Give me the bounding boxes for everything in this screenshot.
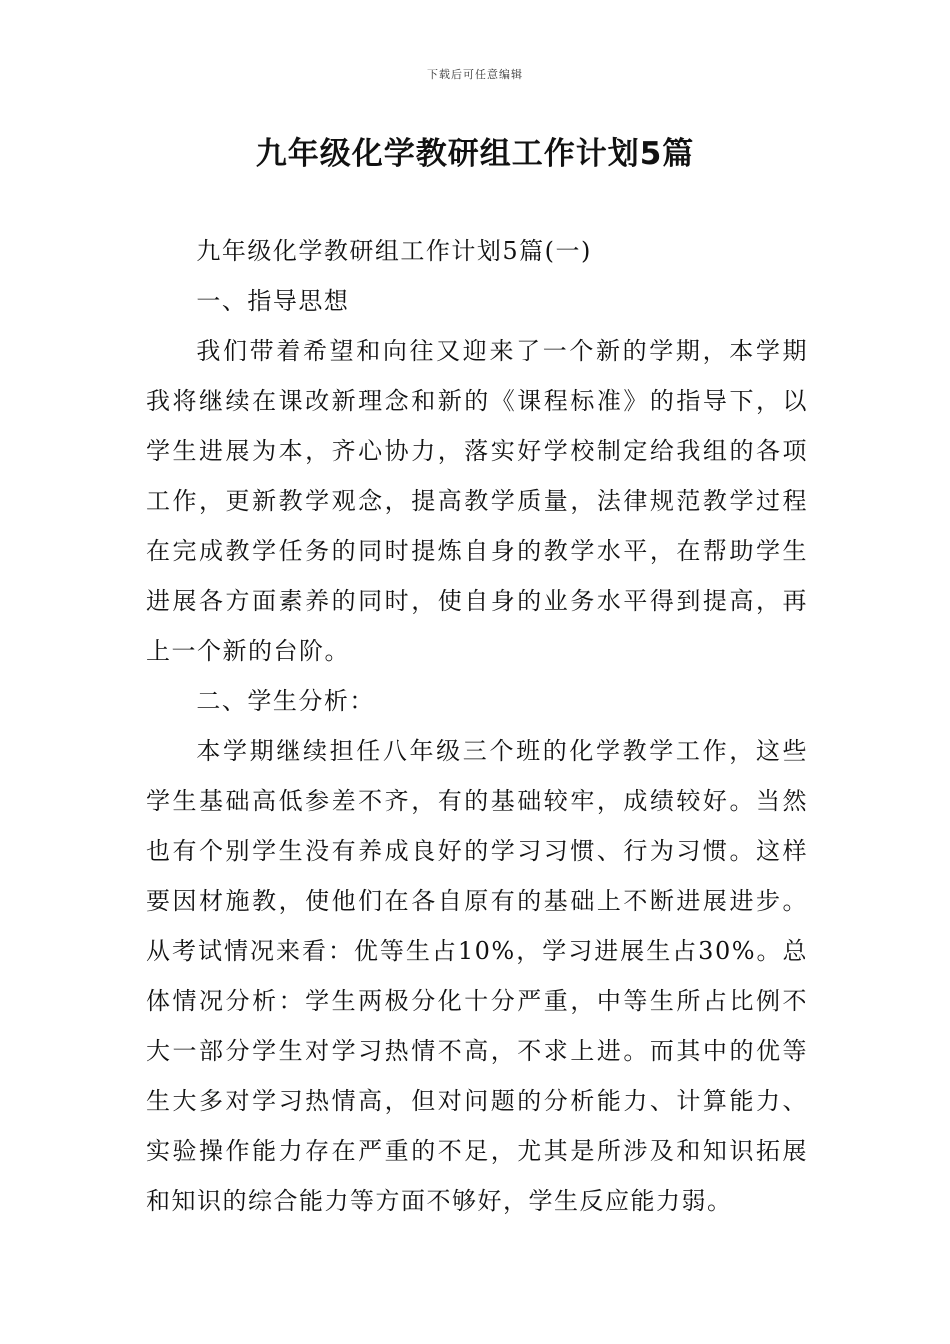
document-body	[146, 226, 808, 1226]
paragraph-guiding-ideology: 我们带着希望和向往又迎来了一个新的学期，本学期我将继续在课改新理念和新的《课程标准》的指导下，以学生进展为本，齐心协力，落实好学校制定给我组的各项工作，更新教学观念，提高教学质量，法律规范教学过程在完成教学任务的同时提炼自身的教学水平，在帮助学生进展各方面素养的同时，使自身的业务水平得到提高，再上一个新的台阶。	[146, 337, 808, 665]
download-note: 下载后可任意编辑	[427, 68, 523, 81]
section-heading-guiding-ideology: 一、指导思想	[196, 287, 350, 315]
section-subtitle: 九年级化学教研组工作计划5篇(一)	[196, 237, 592, 265]
page-title: 九年级化学教研组工作计划5篇	[255, 136, 695, 172]
section-heading-student-analysis: 二、学生分析：	[196, 687, 375, 715]
paragraph-student-analysis: 本学期继续担任八年级三个班的化学教学工作，这些学生基础高低参差不齐，有的基础较牢，成绩较好。当然也有个别学生没有养成良好的学习习惯、行为习惯。这样要因材施教，使他们在各自原有的基础上不断进展进步。从考试情况来看：优等生占10%，学习进展生占30%。总体情况分析：学生两极分化十分严重，中等生所占比例不大一部分学生对学习热情不高，不求上进。而其中的优等生大多对学习热情高，但对问题的分析能力、计算能力、实验操作能力存在严重的不足，尤其是所涉及和知识拓展和知识的综合能力等方面不够好，学生反应能力弱。	[146, 737, 808, 1215]
